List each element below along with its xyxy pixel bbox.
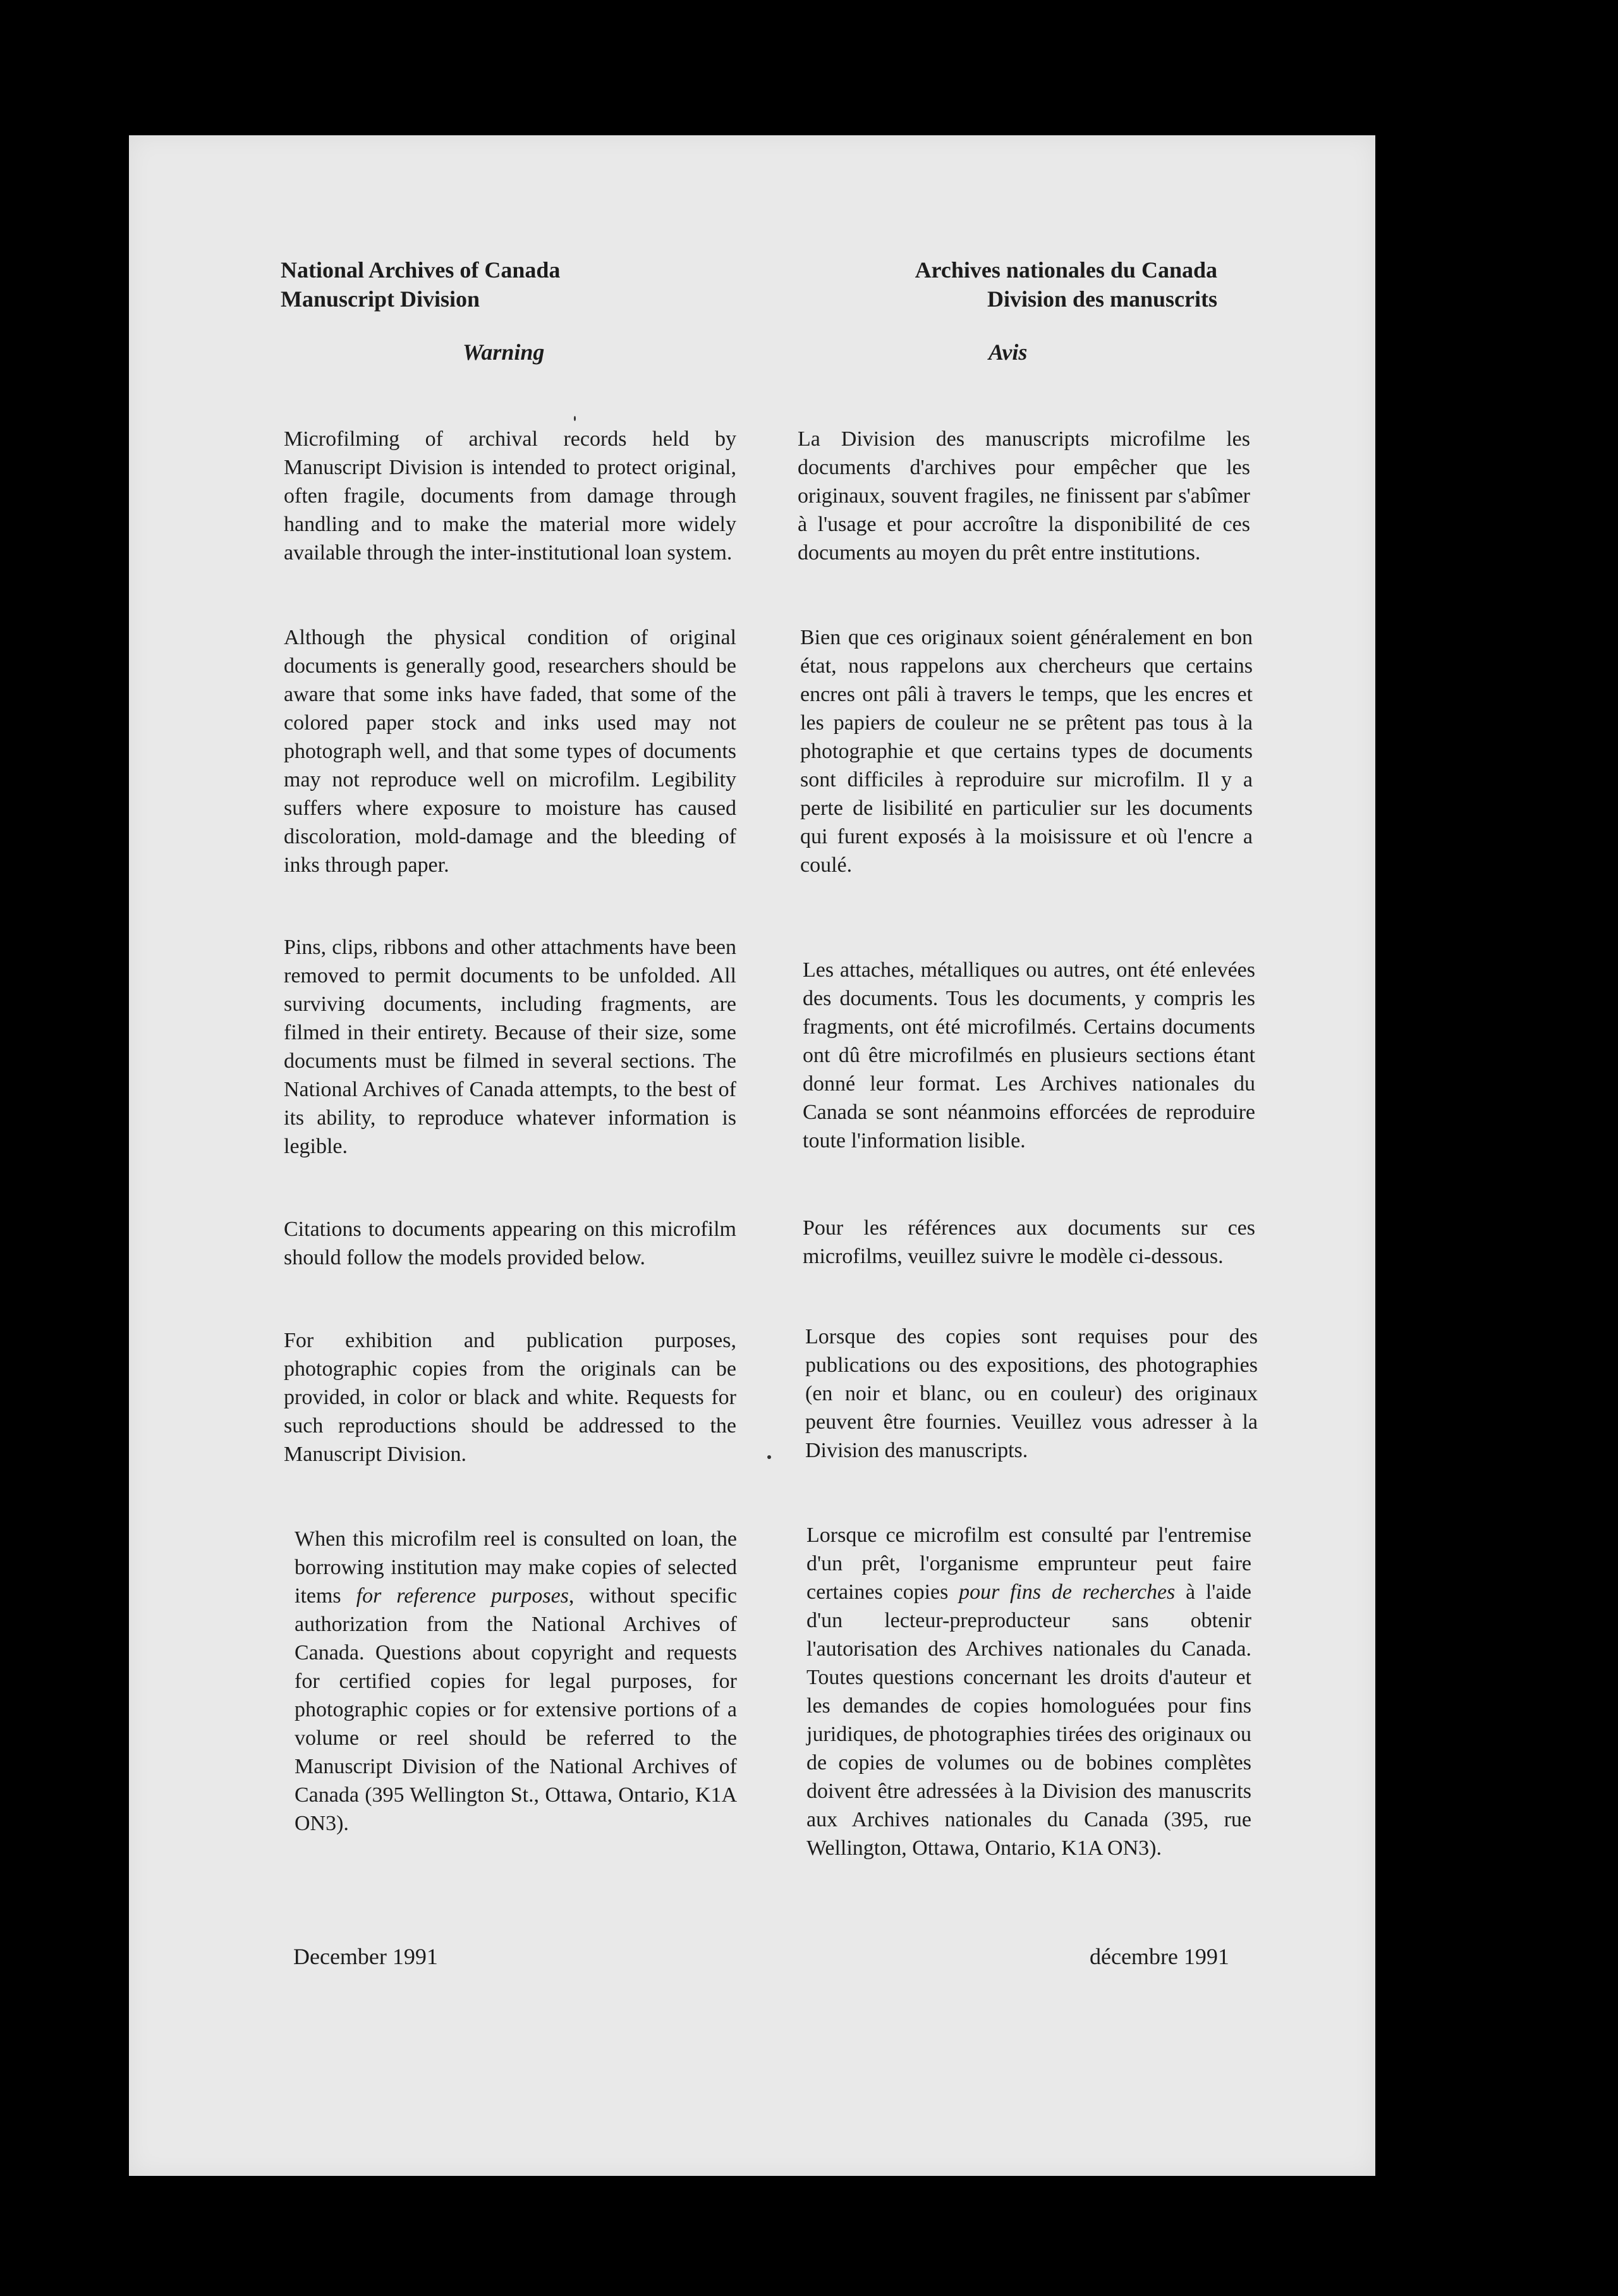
fr-paragraph-2: Bien que ces originaux soient généralement en bon état, nous rappelons aux chercheurs que certains encres ont pâli à travers le temps, que les encres et les papiers de couleur ne se prêtent pas tous à la photographie et que certains types de documents sont difficiles à reproduire sur microfilm. Il y a perte de lisibilité en particulier sur les documents qui furent exposés à la moisissure et où l'encre a coulé. xyxy=(800,626,1253,877)
en-p6-emphasis: for reference purposes xyxy=(356,1584,569,1608)
film-speck xyxy=(767,1455,771,1459)
en-p6-text-b: , without specific authorization from the National Archives of Canada. Questions about copyright and requests for certified copies for legal purposes, for photographic copies or for extensive portions of a volume or reel should be referred to the Manuscript Division of the National Archives of Canada (395 Wellington St., Ottawa, Ontario, K1A ON3). xyxy=(295,1584,737,1835)
fr-paragraph-4: Pour les références aux documents sur ces microfilms, veuillez suivre le modèle ci-dessous. xyxy=(803,1216,1255,1268)
fr-p6-text-b: à l'aide d'un lecteur-preproducteur sans obtenir l'autorisation des Archives nationales du Canada. Toutes questions concernant les droits d'auteur et les demandes de copies homologuées pour fins juridiques, de photographies tirées des originaux ou de copies de volumes ou de bobines complètes doivent être adressées à la Division des manuscrits aux Archives nationales du Canada (395, rue Wellington, Ottawa, Ontario, K1A ON3). xyxy=(806,1580,1252,1860)
fr-p6-text-a: Lorsque ce microfilm est consulté par l'entremise d'un prêt, l'organisme emprunteur peut faire certaines copies xyxy=(806,1524,1251,1604)
document-page xyxy=(129,135,1375,2176)
en-paragraph-1: Microfilming of archival records held by Manuscript Division is intended to protect original, often fragile, documents from damage through handling and to make the material more widely available through the inter-institutional loan system. xyxy=(284,427,736,565)
en-p6-text-a: When this microfilm reel is consulted on loan, the borrowing institution may make copies of selected items xyxy=(295,1527,737,1608)
header-fr-division: Division des manuscrits xyxy=(987,286,1217,312)
en-paragraph-3: Pins, clips, ribbons and other attachments have been removed to permit documents to be unfolded. All surviving documents, including fragments, are filmed in their entirety. Because of their size, some documents must be filmed in several sections. The National Archives of Canada attempts, to the best of its ability, to reproduce whatever information is legible. xyxy=(284,936,736,1158)
en-paragraph-6 xyxy=(295,1525,737,1838)
title-warning: Warning xyxy=(463,339,545,365)
title-avis: Avis xyxy=(988,339,1028,365)
fr-paragraph-6 xyxy=(806,1521,1251,1862)
header-en-division: Manuscript Division xyxy=(281,286,480,312)
fr-paragraph-1: La Division des manuscripts microfilme les documents d'archives pour empêcher que les originaux, souvent fragiles, ne finissent par s'abîmer à l'usage et pour accroître la disponibilité de ces documents au moyen du prêt entre institutions. xyxy=(798,427,1250,565)
en-paragraph-5: For exhibition and publication purposes, photographic copies from the originals can be provided, in color or black and white. Requests for such reproductions should be addressed to the Manuscript Division. xyxy=(284,1329,736,1466)
fr-paragraph-5: Lorsque des copies sont requises pour des publications ou des expositions, des photographies (en noir et blanc, ou en couleur) des originaux peuvent être fournies. Veuillez vous adresser à la Division des manuscripts. xyxy=(805,1325,1258,1462)
header-english xyxy=(281,255,560,314)
date-english: December 1991 xyxy=(293,1944,438,1969)
header-fr-institution: Archives nationales du Canada xyxy=(915,257,1217,283)
date-french: décembre 1991 xyxy=(1090,1944,1229,1969)
fr-paragraph-3: Les attaches, métalliques ou autres, ont été enlevées des documents. Tous les documents, y compris les fragments, ont été microfilmés. Certains documents ont dû être microfilmés en plusieurs sections étant donné leur format. Les Archives nationales du Canada se sont néanmoins efforcées de reproduire toute l'information lisible. xyxy=(803,958,1255,1152)
fr-p6-emphasis: pour fins de recherches xyxy=(959,1580,1176,1604)
en-paragraph-4: Citations to documents appearing on this microfilm should follow the models provided below. xyxy=(284,1218,736,1269)
en-paragraph-2: Although the physical condition of original documents is generally good, researchers should be aware that some inks have faded, that some of the colored paper stock and inks used may not photograph well, and that some types of documents may not reproduce well on microfilm. Legibility suffers where exposure to moisture has caused discoloration, mold-damage and the bleeding of inks through paper. xyxy=(284,626,736,877)
header-french xyxy=(915,255,1217,314)
film-speck xyxy=(574,416,576,421)
header-en-institution: National Archives of Canada xyxy=(281,257,561,283)
